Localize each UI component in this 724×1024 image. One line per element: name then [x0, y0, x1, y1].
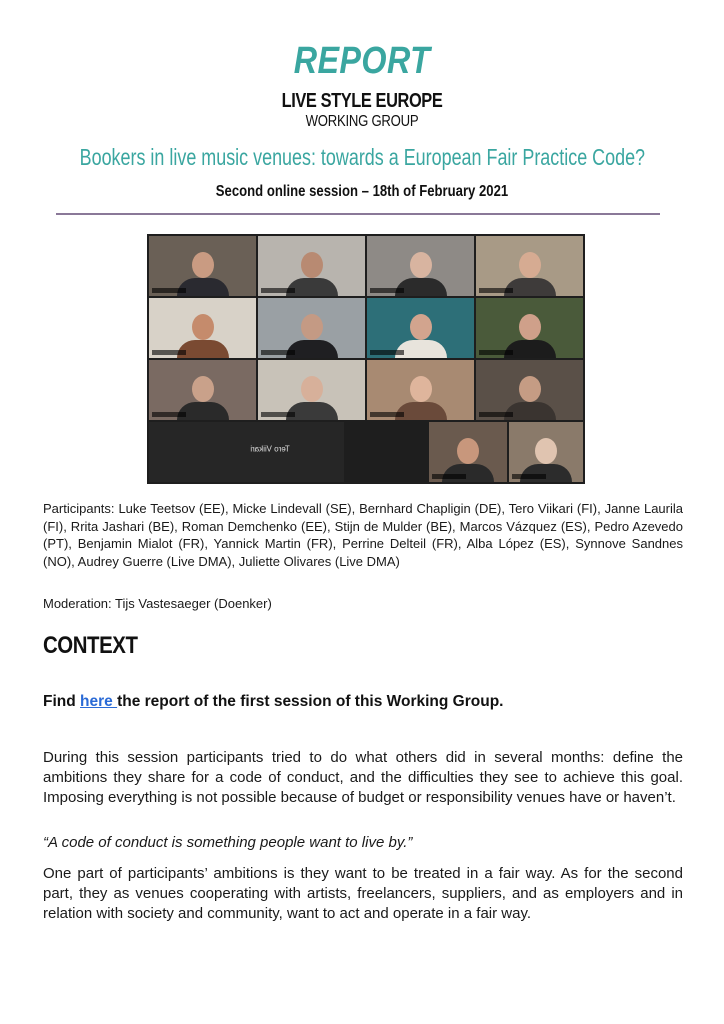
report-subtitle: Bookers in live music venues: towards a European Fair Practice Code?: [79, 144, 646, 170]
participant-video-tile: [367, 298, 474, 358]
first-session-report-link[interactable]: here: [80, 693, 118, 710]
session-date: Second online session – 18th of February 2021: [215, 183, 509, 200]
find-suffix: the report of the first session of this Working Group.: [117, 693, 504, 710]
participant-video-tile: [258, 236, 365, 296]
org-title: LIVE STYLE EUROPE: [281, 90, 443, 112]
context-quote: “A code of conduct is something people want to live by.”: [43, 834, 413, 851]
participant-video-tile: [367, 360, 474, 420]
participant-video-tile: [367, 236, 474, 296]
participant-video-tile: [149, 236, 256, 296]
find-prefix: Find: [43, 693, 81, 710]
find-report-line: [43, 693, 503, 711]
participant-video-tile: [476, 360, 583, 420]
participant-video-tile: [258, 360, 365, 420]
context-heading: CONTEXT: [43, 632, 138, 659]
report-title: REPORT: [293, 40, 431, 82]
participant-video-tile: [149, 298, 256, 358]
participant-name-tile: [149, 422, 344, 482]
participants-list: Participants: Luke Teetsov (EE), Micke Lindevall (SE), Bernhard Chapligin (DE), Tero Viikari (FI), Janne Laurila (FI), Rrita Jashari (BE), Roman Demchenko (EE), Stijn de Mulder (BE), Marcos Vázquez (ES), Pedro Azevedo (PT), Benjamin Mialot (FR), Yannick Martin (FR), Perrine Delteil (FR), Alba López (ES), Synnove Sandnes (NO), Audrey Guerre (Live DMA), Juliette Olivares (Live DMA): [43, 501, 683, 569]
participant-video-tile: [149, 360, 256, 420]
divider: [56, 213, 660, 215]
moderation-line: Moderation: Tijs Vastesaeger (Doenker): [43, 596, 272, 611]
org-subtitle: WORKING GROUP: [305, 113, 419, 130]
participant-video-tile: [509, 422, 583, 482]
participant-video-tile: [429, 422, 507, 482]
video-call-photo: [147, 234, 585, 484]
context-paragraph-1: During this session participants tried to do what others did in several months: define the ambitions they share for a code of conduct, and the difficulties they see to achieve this goal. Imposing everything is not possible because of budget or responsibility venues have or haven’t.: [43, 749, 683, 806]
participant-video-tile: [476, 236, 583, 296]
participant-video-tile: [476, 298, 583, 358]
context-paragraph-2: One part of participants’ ambitions is they want to be treated in a fair way. As for the second part, they as venues cooperating with artists, freelancers, suppliers, and as employers and in relation with society and community, want to act and operate in a fair way.: [43, 865, 683, 922]
participant-video-tile: [258, 298, 365, 358]
participant-video-tile: [346, 422, 427, 482]
participant-name-label: Tero Viikari: [250, 444, 290, 454]
